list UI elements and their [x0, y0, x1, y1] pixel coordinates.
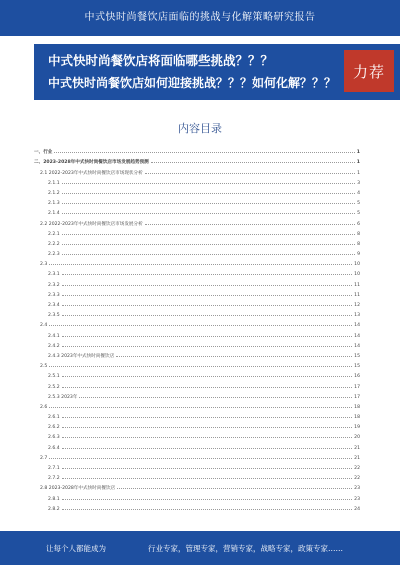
- toc-leader-dots: [62, 509, 352, 510]
- toc-entry-label: 2.5.2: [48, 384, 60, 390]
- toc-entry-label: 2.8.2: [48, 506, 60, 512]
- toc-entry-page: 11: [354, 282, 360, 288]
- toc-entry[interactable]: [34, 247, 360, 257]
- toc-leader-dots: [62, 274, 352, 275]
- toc-leader-dots: [62, 468, 352, 469]
- toc-entry-label: 2.6: [40, 404, 48, 410]
- toc-entry-page: 15: [354, 353, 360, 359]
- toc-entry[interactable]: [34, 237, 360, 247]
- toc-entry-page: 4: [357, 190, 360, 196]
- toc-leader-dots: [62, 376, 352, 377]
- toc-entry[interactable]: [34, 420, 360, 430]
- toc-entry-page: 1: [356, 160, 360, 166]
- toc-entry-label: 2.6.1: [48, 415, 60, 421]
- toc-entry-label: 2.5.3 2023年: [48, 394, 78, 400]
- toc-leader-dots: [62, 427, 352, 428]
- toc-leader-dots: [62, 499, 352, 500]
- toc-entry-page: 21: [354, 445, 360, 451]
- toc-leader-dots: [62, 295, 352, 296]
- toc-entry[interactable]: [34, 390, 360, 400]
- toc-leader-dots: [62, 234, 355, 235]
- toc-entry-page: 22: [354, 476, 360, 482]
- toc-entry-page: 10: [354, 262, 360, 268]
- toc-leader-dots: [54, 152, 354, 153]
- toc-entry-page: 8: [357, 231, 360, 237]
- toc-entry-page: 12: [354, 303, 360, 308]
- toc-entry-label: 2.7: [40, 455, 48, 461]
- toc-entry-label: 二、2023-2028年中式快时尚餐饮店市场发展趋势预测: [34, 160, 149, 166]
- toc-leader-dots: [62, 346, 352, 347]
- toc-entry[interactable]: [34, 298, 360, 308]
- toc-leader-dots: [62, 448, 352, 449]
- toc-entry[interactable]: [34, 349, 360, 359]
- toc-entry-page: 8: [357, 241, 360, 247]
- toc-leader-dots: [49, 458, 352, 459]
- toc-entry-label: 2.8.1: [48, 496, 60, 502]
- toc-entry-label: 2.7.2: [48, 476, 60, 482]
- toc-entry-label: 2.1 2022-2023年中式快时尚餐饮店市场现状分析: [40, 170, 143, 176]
- toc-entry-label: 2.4: [40, 323, 48, 329]
- toc-entry[interactable]: [34, 430, 360, 440]
- toc-entry[interactable]: [34, 267, 360, 277]
- toc-entry-page: 6: [357, 221, 360, 227]
- toc-leader-dots: [145, 173, 355, 174]
- toc-entry-page: 1: [357, 170, 360, 176]
- toc-title: 内容目录: [178, 122, 222, 135]
- toc-entry[interactable]: [34, 491, 360, 501]
- toc-entry[interactable]: [34, 339, 360, 349]
- toc-entry-page: 24: [354, 506, 360, 512]
- toc-entry[interactable]: [34, 196, 360, 206]
- toc-entry-page: 19: [354, 425, 360, 431]
- toc-entry[interactable]: [34, 451, 360, 461]
- toc-entry-page: 3: [357, 180, 360, 186]
- toc-leader-dots: [62, 213, 355, 214]
- toc-entry[interactable]: [34, 176, 360, 186]
- toc-leader-dots: [62, 285, 352, 286]
- toc-entry-label: 2.3: [40, 262, 48, 268]
- toc-entry[interactable]: [34, 206, 360, 216]
- toc-entry[interactable]: [34, 277, 360, 287]
- toc-entry-page: 18: [354, 404, 360, 410]
- toc-leader-dots: [62, 437, 352, 438]
- toc-entry-label: 2.3.2: [48, 282, 60, 288]
- toc-leader-dots: [145, 224, 355, 225]
- toc-leader-dots: [62, 244, 355, 245]
- toc-entry-page: 17: [354, 384, 360, 390]
- toc-entry[interactable]: [34, 502, 360, 512]
- toc-entry-label: 2.1.3: [48, 201, 60, 207]
- recommend-logo: [344, 50, 394, 92]
- toc-entry-label: 2.5.1: [48, 374, 60, 380]
- toc-entry[interactable]: [34, 145, 360, 155]
- toc-leader-dots: [116, 356, 352, 357]
- toc-entry-label: 2.1.2: [48, 190, 60, 196]
- toc-entry-page: 15: [354, 364, 360, 370]
- toc-entry[interactable]: [34, 257, 360, 267]
- toc-leader-dots: [49, 264, 352, 265]
- top-header-bar: [0, 0, 400, 36]
- toc-entry-page: 20: [354, 435, 360, 441]
- toc-entry[interactable]: [34, 440, 360, 450]
- toc-entry-page: 18: [354, 415, 360, 421]
- logo-text: 力荐: [352, 62, 385, 81]
- toc-entry-page: 1: [356, 150, 360, 156]
- toc-entry-label: 2.3.3: [48, 292, 60, 298]
- toc-entry-page: 9: [357, 252, 360, 258]
- toc-entry-page: 22: [354, 466, 360, 471]
- toc-leader-dots: [62, 203, 355, 204]
- toc-entry-label: 2.7.1: [48, 466, 60, 471]
- headline-line-2: 中式快时尚餐饮店如何迎接挑战？？？如何化解？？？: [48, 76, 337, 90]
- toc-entry[interactable]: [34, 186, 360, 196]
- toc-entry-label: 2.4.3 2023年中式快时尚餐饮店: [48, 353, 115, 359]
- toc-entry-page: 13: [354, 313, 360, 319]
- footer-slogan: 让每个人都能成为: [46, 544, 106, 553]
- footer-bar: [0, 531, 400, 565]
- toc-entry-page: 17: [354, 394, 360, 400]
- toc-entry[interactable]: [34, 471, 360, 481]
- toc-entry[interactable]: [34, 288, 360, 298]
- toc-entry-page: 5: [357, 211, 360, 217]
- toc-entry-label: 2.6.2: [48, 425, 60, 431]
- toc-entry-page: 10: [354, 272, 360, 278]
- toc-leader-dots: [62, 305, 352, 306]
- toc-entry-page: 5: [357, 201, 360, 207]
- toc-entry-label: 2.6.4: [48, 445, 60, 451]
- toc-entry[interactable]: [34, 410, 360, 420]
- toc-leader-dots: [62, 478, 352, 479]
- toc-entry-page: 14: [354, 333, 360, 339]
- toc-entry[interactable]: [34, 308, 360, 318]
- toc-entry-page: 23: [354, 486, 360, 492]
- toc-entry-label: 2.4.1: [48, 333, 60, 339]
- toc-leader-dots: [49, 407, 352, 408]
- toc-entry-page: 21: [354, 455, 360, 461]
- toc-entry[interactable]: [34, 216, 360, 226]
- toc-entry-label: 2.2.1: [48, 231, 60, 237]
- toc-entry-label: 2.1.4: [48, 211, 60, 217]
- toc-entry[interactable]: [34, 461, 360, 471]
- toc-entry-page: 11: [354, 292, 360, 298]
- toc-entry-label: 2.3.1: [48, 272, 60, 278]
- toc-leader-dots: [49, 366, 352, 367]
- report-title: 中式快时尚餐饮店面临的挑战与化解策略研究报告: [84, 12, 316, 23]
- toc-leader-dots: [62, 254, 355, 255]
- toc-entry-page: 14: [354, 323, 360, 329]
- toc-entry[interactable]: [34, 359, 360, 369]
- toc-entry[interactable]: [34, 369, 360, 379]
- toc-entry-page: 14: [354, 343, 360, 349]
- toc-entry-label: 2.2 2022-2023年中式快时尚餐饮店市场发展分析: [40, 221, 143, 227]
- toc-entry[interactable]: [34, 165, 360, 175]
- toc-leader-dots: [62, 315, 352, 316]
- toc-entry-label: 2.4.2: [48, 343, 60, 349]
- toc-entry-label: 2.3.5: [48, 313, 60, 319]
- toc-entry[interactable]: [34, 379, 360, 389]
- toc-leader-dots: [62, 193, 355, 194]
- table-of-contents: [34, 145, 360, 512]
- toc-entry-label: 2.6.3: [48, 435, 60, 441]
- toc-entry-label: 2.5: [40, 364, 48, 370]
- toc-entry-label: 一、行业: [34, 150, 53, 156]
- toc-leader-dots: [49, 325, 352, 326]
- toc-leader-dots: [62, 183, 355, 184]
- toc-entry[interactable]: [34, 328, 360, 338]
- toc-entry-label: 2.3.4: [48, 303, 60, 308]
- toc-entry-label: 2.8 2023-2028年中式快时尚餐饮店: [40, 486, 116, 492]
- toc-leader-dots: [117, 488, 352, 489]
- toc-entry-label: 2.2.3: [48, 252, 60, 258]
- toc-entry[interactable]: [34, 400, 360, 410]
- toc-entry-page: 16: [354, 374, 360, 380]
- toc-leader-dots: [79, 397, 352, 398]
- toc-entry[interactable]: [34, 481, 360, 491]
- toc-leader-dots: [151, 162, 355, 163]
- toc-entry-label: 2.1.1: [48, 180, 60, 186]
- toc-entry[interactable]: [34, 155, 360, 165]
- toc-entry-label: 2.2.2: [48, 241, 60, 247]
- toc-entry-page: 23: [354, 496, 360, 502]
- toc-entry[interactable]: [34, 227, 360, 237]
- toc-entry[interactable]: [34, 318, 360, 328]
- footer-expert-list: 行业专家，管理专家，营销专家，战略专家，政策专家……: [148, 544, 343, 553]
- toc-leader-dots: [62, 387, 352, 388]
- toc-leader-dots: [62, 336, 352, 337]
- toc-leader-dots: [62, 417, 352, 418]
- headline-line-1: 中式快时尚餐饮店将面临哪些挑战？？？: [48, 53, 274, 68]
